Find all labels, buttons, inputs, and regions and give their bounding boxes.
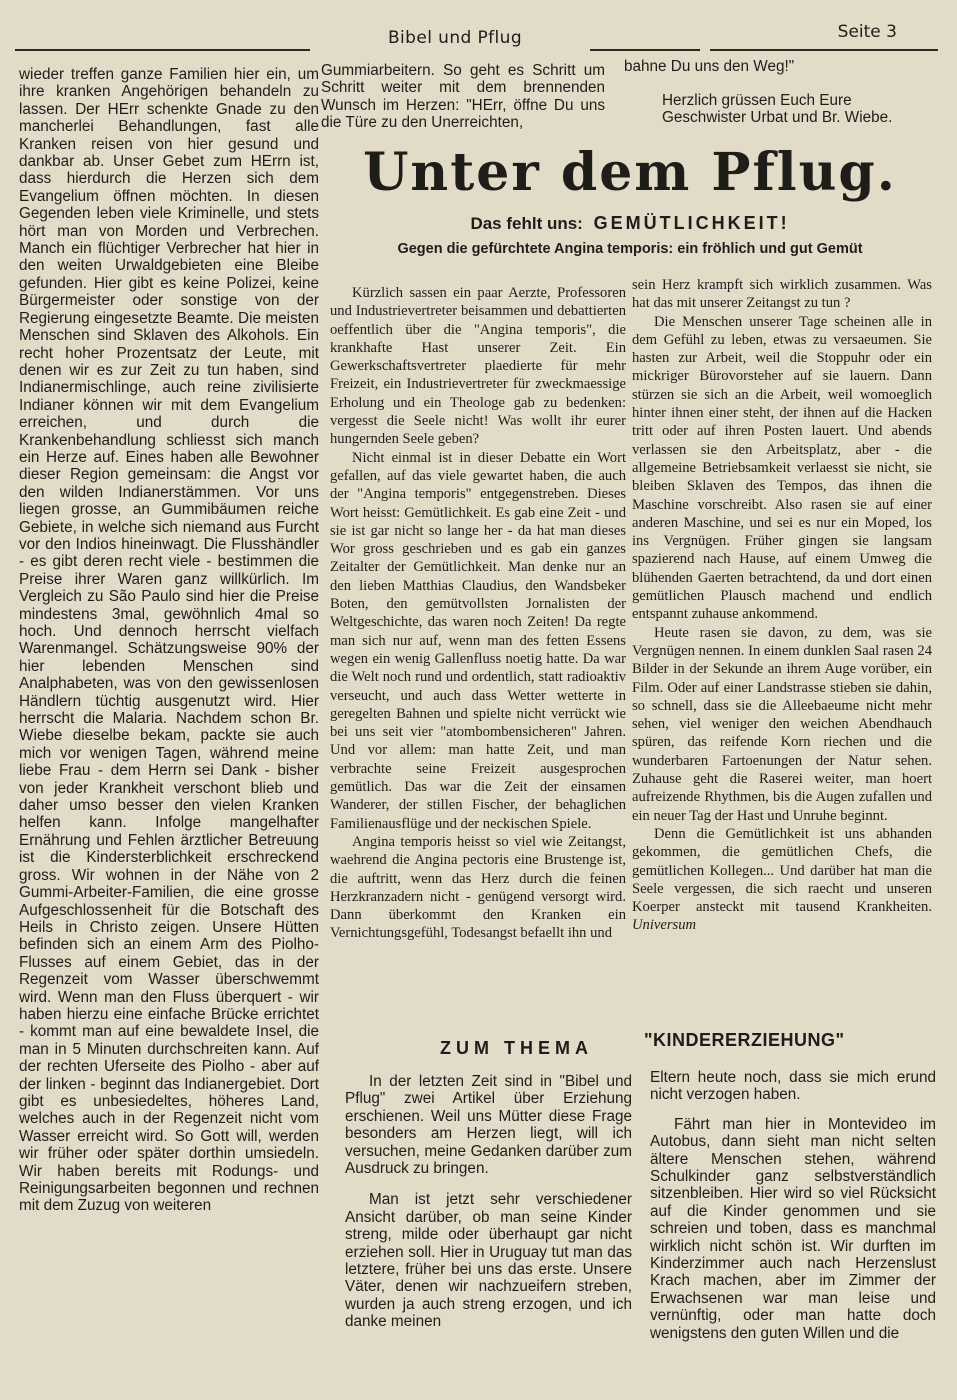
section2-left-column [345, 1073, 632, 1331]
article-right-column [632, 276, 932, 935]
header-rule-right [710, 49, 938, 51]
article-left-column [330, 284, 626, 943]
paragraph: Die Menschen unserer Tage scheinen alle in dem Gefühl zu leben, etwas zu versaeumen. Sie hasten zur Arbeit, weil die Stoppuhr oder ein mickriger Bürovorsteher auf sie lauern. Dann stürzen sie sich an die Arbeit, weil womoeglich hinter ihnen einer steht, der ihnen auf die Hacken tritt oder auf ihren Posten lauert. Und abends verlassen sie den Arbeitsplatz, aber - die allgemeine Betriebsamkeit verlaesst sie nicht, sie bleiben Sklaven des Tempos, das ihnen die Maschine vorschreibt. Also rasen sie auf einer anderen Maschine, und sei es nur ein Moped, los ins Vergnügen. Früher gingen sie langsam spazierend nach Hause, auf einem Umweg die blühenden Gaerten betrachtend, da und dort einen gemütlichen Plausch machend und endlich entspannt zuhause ankommend. [632, 313, 932, 623]
paragraph [632, 825, 932, 935]
section2-right-column [650, 1069, 936, 1342]
greeting [662, 92, 912, 127]
section-masthead: Unter dem Pflug. [363, 142, 897, 203]
paragraph: Nicht einmal ist in dieser Debatte ein Wort gefallen, auf das viele gewartet haben, die auch der "Angina temporis" entgegenstreben. Dieses Wort heisst: Gemütlichkeit. Es gab eine Zeit - und sie ist gar nicht so lange her - da hat man dieses Wor gross geschrieben und es gab ein ganzes Zeitalter der Gemütlichkeit. Man denke nur an den lieben Matthias Claudius, den Wandsbeker Boten, den gemütvollsten Jornalisten der Weltgeschichte, das waren noch Zeiten! Da regte man sich nur auf, wenn man des fetten Essens wegen ein wenig Gallenfluss noetig hatte. Da war die Welt noch rund und ordentlich, statt radioaktiv verseucht, und auch dass Wetter wetterte in geregelten Bahnen und spielte nicht verrückt wie bei uns seit vier "atombombensicheren" Jahren. Und vor allem: man hatte Zeit, und man verbrachte seine Freizeit ausgesprochen gemütlich. Das war die Zeit der einsamen Wanderer, der stillen Fischer, der behaglichen Familienausflüge und der neckischen Spiele. [330, 449, 626, 832]
section2-heading-topic: "KINDERERZIEHUNG" [644, 1030, 845, 1050]
column-3-continuation [624, 58, 924, 75]
paragraph: Heute rasen sie davon, zu dem, was sie Vergnügen nennen. In einem dunklen Saal rasen 24 Bilder in der Sekunde an ihrem Auge vorüber, ein Film. Oder auf einer Landstrasse stieben sie dahin, so schnell, dass sie die Alleebaeume nicht mehr sehen, viel weniger den weichen Abendhauch spüren, das reifende Korn riechen und die wunderbaren Fartoenungen der Natur sehen. Zuhause geht die Raserei weiter, man hoert aufreizende Rhythmen, bis die Augen zufallen und ein neuer Tag der Hast und Unruhe beginnt. [632, 624, 932, 824]
paragraph: Angina temporis heisst so viel wie Zeitangst, waehrend die Angina pectoris eine Brustenge ist, die auftritt, wenn das Herz durch die feinen Herzkranzadern nicht - genügend versorgt wird. Dann überkommt den Kranken ein Vernichtungsgefühl, Todesangst befaellt ihn und [330, 833, 626, 942]
headline [330, 213, 930, 234]
paragraph: Eltern heute noch, dass sie mich erund nicht verzogen haben. [650, 1069, 936, 1104]
article-signature: Universum [632, 917, 697, 934]
header-title: Bibel und Pflug [387, 28, 523, 48]
paragraph: sein Herz krampft sich wirklich zusammen. Was hat das mit unserer Zeitangst zu tun ? [632, 277, 932, 312]
paragraph: Gummiarbeitern. So geht es Schritt um Schritt weiter mit dem brennenden Wunsch im Herzen: "HErr, öffne Du uns die Türe zu den Unerreichten, [321, 62, 605, 132]
subheadline: Gegen die gefürchtete Angina temporis: ein fröhlich und gut Gemüt [397, 241, 863, 257]
header-rule-left [15, 49, 310, 51]
column-2-continuation [321, 62, 605, 132]
paragraph: wieder treffen ganze Familien hier ein, um ihre kranken Angehörigen behandeln zu lassen. Der HErr schenkte Gnade zu den mancherlei Behandlungen, fast alle Kranken reisen von hier gesund und dankbar ab. Unser Gebet zum HErrn ist, dass hierdurch die Herzen sich dem Evangelium öffnen möchten. In diesen Gegenden leben viele Kriminelle, und stets hört man von Morden und Verbrechen. Manch ein flüchtiger Verbrecher hat hier in den weiten Urwaldgebieten eine Bleibe gefunden. Hier gibt es keine Polizei, keine Bürgermeister oder sonstige von der Regierung eingesetzte Beamte. Die meisten Menschen sind Sklaven des Alkohols. Ein recht hoher Prozentsatz der Leute, mit denen wir es zur Zeit zu tun haben, sind Indianermischlinge, auch reine zivilisierte Indianer können wir mit dem Evangelium erreichen, und durch die Krankenbehandlung schliesst sich manch ein Herze auf. Eines haben alle Bewohner dieser Region gemeinsam: die Angst vor den wilden Indianerstämmen. Vor uns liegen grosse, an Gummibäumen reiche Gebiete, in welche sich niemand aus Furcht vor den Indios hineinwagt. Die Flusshändler - es gibt deren recht viele - bestimmen die Preise ihrer Waren ganz willkürlich. Im Vergleich zu São Paulo sind hier die Preise mindestens 3mal, gewöhnlich 4mal so hoch. Und dennoch herrscht vielfach Warenmangel. Schätzungsweise 90% der hier lebenden Menschen sind Analphabeten, was von den gewissenlosen Händlern tüchtig ausgenutzt wird. Hier herrscht die Malaria. Nachdem schon Br. Wiebe dieselbe bekam, packte sie auch mich vor wenigen Tagen, während meine liebe Frau - dem Herrn sei Dank - bisher von jeder Krankheit verschont blieb und daher umso besser den vielen Kranken helfen kann. Infolge mangelhafter Ernährung und Fehlen ärztlicher Betreuung ist die Kindersterblichkeit erschreckend gross. Wir wohnen in der Nähe von 2 Gummi-Arbeiter-Familien, die eine grosse Aufgeschlossenheit für die Botschaft des Heils in Christo zeigen. Unsere Hütten befinden sich an einem Arm des Piolho-Flusses auf einem Gebiet, das in der Regenzeit vom Wasser überschwemmt wird. Wenn man den Fluss überquert - wir haben hierzu eine einfache Brücke errichtet - kommt man auf eine bewaldete Insel, die man in 5 Minuten durchschreiten kann. Auf der rechten Uferseite des Piolho - aber auf der linken - beginnt das Indianergebiet. Dort gibt es unbesiedeltes, höheres Land, welches auch in der Regenzeit nicht vom Wasser erreicht wird. So Gott will, werden wir früher oder später dorthin umsiedeln. Wir haben bereits mit Rodungs- und Reinigungsarbeiten begonnen und rechnen mit dem Zuzug von weiteren [19, 66, 319, 1215]
paragraph-text: Denn die Gemütlichkeit ist uns abhanden gekommen, die gemütlichen Chefs, die gemütlichen Kollegen... Und darüber hat man die Seele vergessen, die sich raecht und unseren Koerper ansteckt mit tausend Krankheiten. [632, 825, 932, 916]
paragraph: Man ist jetzt sehr verschiedener Ansicht darüber, ob man seine Kinder streng, milde oder überhaupt gar nicht erziehen soll. Hier in Uruguay tut man das letztere, früher bei uns das erste. Unsere Väter, denen wir nachzueifern streben, wurden ja auch streng erzogen, und ich danke meinen [345, 1191, 632, 1331]
headline-emphasis: GEMÜTLICHKEIT! [593, 213, 790, 233]
column-1-text [19, 66, 319, 1215]
paragraph: Kürzlich sassen ein paar Aerzte, Professoren und Industrievertreter beisammen und debattierten oeffentlich über die "Angina temporis", die krankhafte Hast unserer Zeit. Ein Gewerkschaftsvertreter plaedierte für mehr Freizeit, ein Industrievertreter für zweckmaessige Erholung und ein Theologe gab zu bedenken: vergesst die Seele nicht! Was wollt ihr eurer hungernden Seele geben? [330, 285, 626, 448]
section2-heading: ZUM THEMA [440, 1038, 593, 1058]
paragraph: In der letzten Zeit sind in "Bibel und Pflug" zwei Artikel über Erziehung erschienen. Weil uns Mütter diese Frage besonders am Herzen liegt, will ich versuchen, meine Gedanken darüber zum Ausdruck zu bringen. [345, 1073, 632, 1178]
paragraph: Fährt man hier in Montevideo im Autobus, dann sieht man nicht selten ältere Menschen stehen, während Schulkinder ganz selbstverständlich sitzenbleiben. Hier wird so viel Rücksicht auf die Kinder genommen und sie schreien und toben, dass es manchmal wirklich nicht schön ist. Wir durften im Kinderzimmer auch nach Herzenslust Krach machen, aber im Zimmer der Erwachsenen war man leise und vernünftig, oder man hatte doch wenigstens den guten Willen und die [650, 1115, 936, 1342]
headline-part: Das fehlt uns: [470, 214, 583, 233]
greeting-text: Herzlich grüssen Euch Eure Geschwister Urbat und Br. Wiebe. [662, 92, 893, 127]
header-rule-mid [590, 49, 700, 51]
paragraph: bahne Du uns den Weg!" [624, 58, 795, 75]
page-number: Seite 3 [837, 22, 897, 42]
